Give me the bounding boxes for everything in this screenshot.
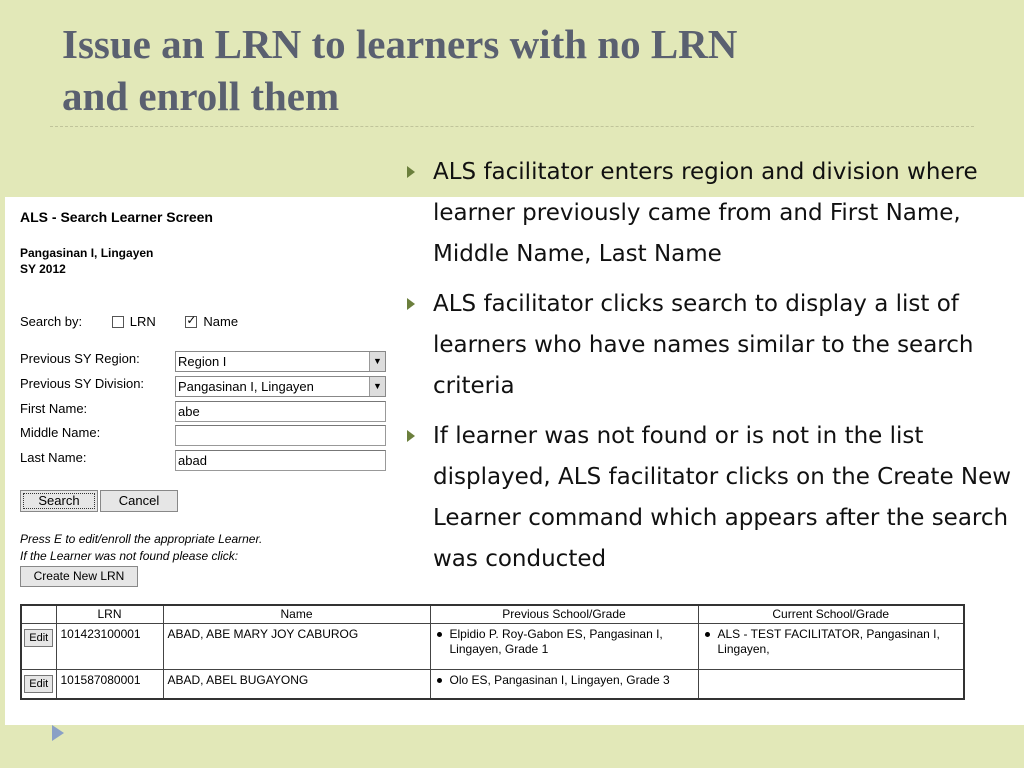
edit-button[interactable]: Edit bbox=[24, 629, 53, 647]
name-checkbox-label: Name bbox=[203, 314, 239, 329]
bullet-item bbox=[405, 152, 1020, 275]
region-select[interactable] bbox=[175, 351, 386, 372]
edit-cell bbox=[21, 669, 56, 699]
lrn-checkbox[interactable] bbox=[112, 316, 124, 328]
dropdown-arrow-icon[interactable]: ▼ bbox=[369, 352, 385, 371]
dropdown-arrow-icon[interactable]: ▼ bbox=[369, 377, 385, 396]
division-value: Pangasinan I, Lingayen bbox=[178, 379, 314, 394]
current-school-item: ALS - TEST FACILITATOR, Pangasinan I, Lingayen, bbox=[703, 627, 960, 657]
bullet-item bbox=[405, 416, 1020, 580]
bullet-list bbox=[405, 152, 1020, 589]
previous-school-item: Elpidio P. Roy-Gabon ES, Pangasinan I, Lingayen, Grade 1 bbox=[435, 627, 694, 657]
lrn-cell: 101423100001 bbox=[56, 623, 163, 669]
first-name-label: First Name: bbox=[20, 401, 88, 416]
table-row bbox=[21, 669, 964, 699]
column-header: LRN bbox=[56, 605, 163, 623]
last-name-label: Last Name: bbox=[20, 450, 87, 465]
previous-school-cell bbox=[430, 623, 698, 669]
bullet-arrow-icon bbox=[407, 430, 415, 442]
column-header bbox=[21, 605, 56, 623]
region-value: Region I bbox=[178, 354, 227, 369]
next-slide-arrow-icon[interactable] bbox=[52, 725, 64, 741]
edit-cell bbox=[21, 623, 56, 669]
name-cell: ABAD, ABEL BUGAYONG bbox=[163, 669, 430, 699]
lrn-checkbox-label: LRN bbox=[129, 314, 156, 329]
table-header-row bbox=[21, 605, 964, 623]
school-name: Pangasinan I, Lingayen bbox=[20, 246, 154, 260]
bullet-arrow-icon bbox=[407, 166, 415, 178]
slide-title-line1: Issue an LRN to learners with no LRN bbox=[62, 21, 738, 67]
bullet-arrow-icon bbox=[407, 298, 415, 310]
bullet-text: ALS facilitator enters region and division where learner previously came from and First Name, Middle Name, Last Name bbox=[433, 159, 978, 267]
name-cell: ABAD, ABE MARY JOY CABUROG bbox=[163, 623, 430, 669]
note-line2: If the Learner was not found please click: bbox=[20, 549, 239, 563]
bullet-item bbox=[405, 284, 1020, 407]
middle-name-label: Middle Name: bbox=[20, 425, 101, 440]
current-school-cell bbox=[698, 623, 964, 669]
edit-button[interactable]: Edit bbox=[24, 675, 53, 693]
column-header: Previous School/Grade bbox=[430, 605, 698, 623]
name-checkbox[interactable] bbox=[185, 316, 197, 328]
middle-name-input[interactable] bbox=[175, 425, 386, 446]
note-line1: Press E to edit/enroll the appropriate Learner. bbox=[20, 532, 263, 546]
search-by-row bbox=[20, 314, 238, 329]
school-year: SY 2012 bbox=[20, 262, 66, 276]
title-divider bbox=[50, 126, 974, 127]
last-name-input[interactable]: abad bbox=[175, 450, 386, 471]
search-button[interactable]: Search bbox=[20, 490, 98, 512]
first-name-input[interactable]: abe bbox=[175, 401, 386, 422]
region-label: Previous SY Region: bbox=[20, 351, 140, 366]
previous-school-item: Olo ES, Pangasinan I, Lingayen, Grade 3 bbox=[435, 673, 694, 688]
division-label: Previous SY Division: bbox=[20, 376, 145, 391]
column-header: Name bbox=[163, 605, 430, 623]
slide-title-line2: and enroll them bbox=[62, 73, 340, 119]
search-by-label: Search by: bbox=[20, 314, 83, 329]
cancel-button[interactable]: Cancel bbox=[100, 490, 178, 512]
create-new-lrn-button[interactable]: Create New LRN bbox=[20, 566, 138, 587]
previous-school-cell bbox=[430, 669, 698, 699]
bullet-text: ALS facilitator clicks search to display a list of learners who have names similar to the search criteria bbox=[433, 291, 974, 399]
bullet-text: If learner was not found or is not in the list displayed, ALS facilitator clicks on the Create New Learner command which appears after the search was conducted bbox=[433, 423, 1012, 572]
slide-title bbox=[62, 18, 962, 122]
results-table bbox=[20, 604, 965, 700]
lrn-cell: 101587080001 bbox=[56, 669, 163, 699]
current-school-cell bbox=[698, 669, 964, 699]
school-info bbox=[20, 245, 153, 277]
division-select[interactable] bbox=[175, 376, 386, 397]
screen-title: ALS - Search Learner Screen bbox=[20, 209, 213, 225]
column-header: Current School/Grade bbox=[698, 605, 964, 623]
table-row bbox=[21, 623, 964, 669]
instructions-note bbox=[20, 531, 262, 565]
